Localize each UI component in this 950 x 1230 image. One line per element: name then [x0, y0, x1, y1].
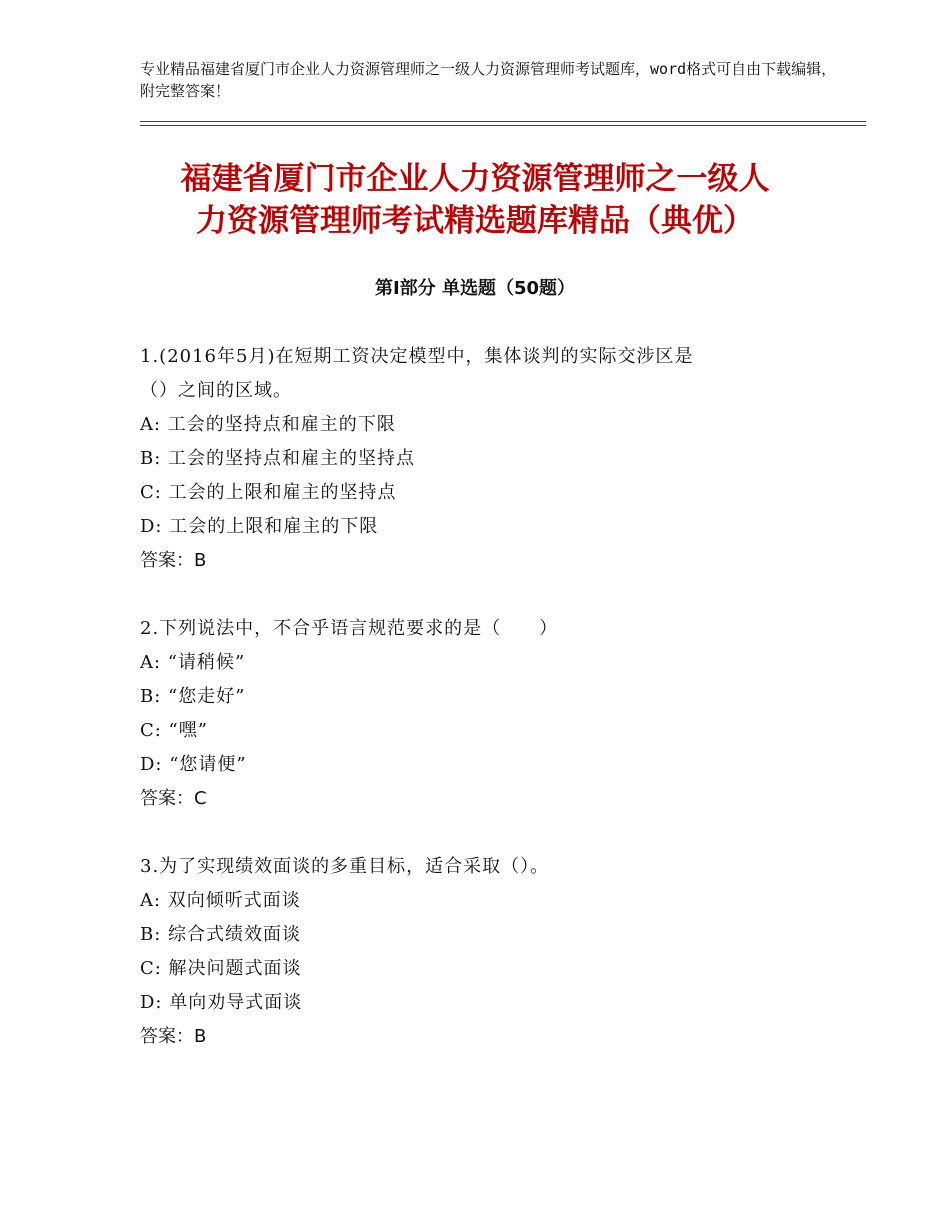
- option-a: A: 工会的坚持点和雇主的下限: [140, 414, 396, 435]
- document-title-line-1: 福建省厦门市企业人力资源管理师之一级人: [180, 161, 770, 197]
- option-c: C: “嘿”: [140, 720, 208, 741]
- option-b: B: “您走好”: [140, 686, 246, 707]
- option-a: A: “请稍候”: [140, 652, 246, 673]
- header-rule: [140, 121, 866, 122]
- option-d: D: “您请便”: [140, 754, 247, 775]
- answer: 答案：B: [140, 550, 207, 571]
- header-note: 专业精品福建省厦门市企业人力资源管理师之一级人力资源管理师考试题库，word格式可自由下载编辑，附完整答案！: [140, 60, 837, 100]
- header-rule-secondary: [140, 125, 866, 126]
- question-1: [140, 340, 840, 578]
- question-stem: 3.为了实现绩效面谈的多重目标，适合采取（）。: [140, 856, 550, 877]
- question-stem: 2.下列说法中，不合乎语言规范要求的是（ ）: [140, 618, 559, 639]
- option-b: B: 综合式绩效面谈: [140, 924, 302, 945]
- option-d: D: 工会的上限和雇主的下限: [140, 516, 379, 537]
- document-title-line-2: 力资源管理师考试精选题库精品（典优）: [196, 203, 754, 239]
- document-title: [140, 158, 810, 242]
- answer: 答案：C: [140, 788, 207, 809]
- option-a: A: 双向倾听式面谈: [140, 890, 301, 911]
- question-3: [140, 850, 840, 1054]
- section-title: 第Ⅰ部分 单选题（50题）: [374, 278, 575, 299]
- option-c: C: 解决问题式面谈: [140, 958, 302, 979]
- option-b: B: 工会的坚持点和雇主的坚持点: [140, 448, 416, 469]
- option-c: C: 工会的上限和雇主的坚持点: [140, 482, 397, 503]
- question-stem: 1.(2016年5月)在短期工资决定模型中，集体谈判的实际交涉区是: [140, 346, 694, 367]
- answer: 答案：B: [140, 1026, 207, 1047]
- question-stem-continued: （）之间的区域。: [140, 380, 292, 401]
- question-2: [140, 612, 840, 816]
- option-d: D: 单向劝导式面谈: [140, 992, 303, 1013]
- question-list: [140, 340, 840, 1088]
